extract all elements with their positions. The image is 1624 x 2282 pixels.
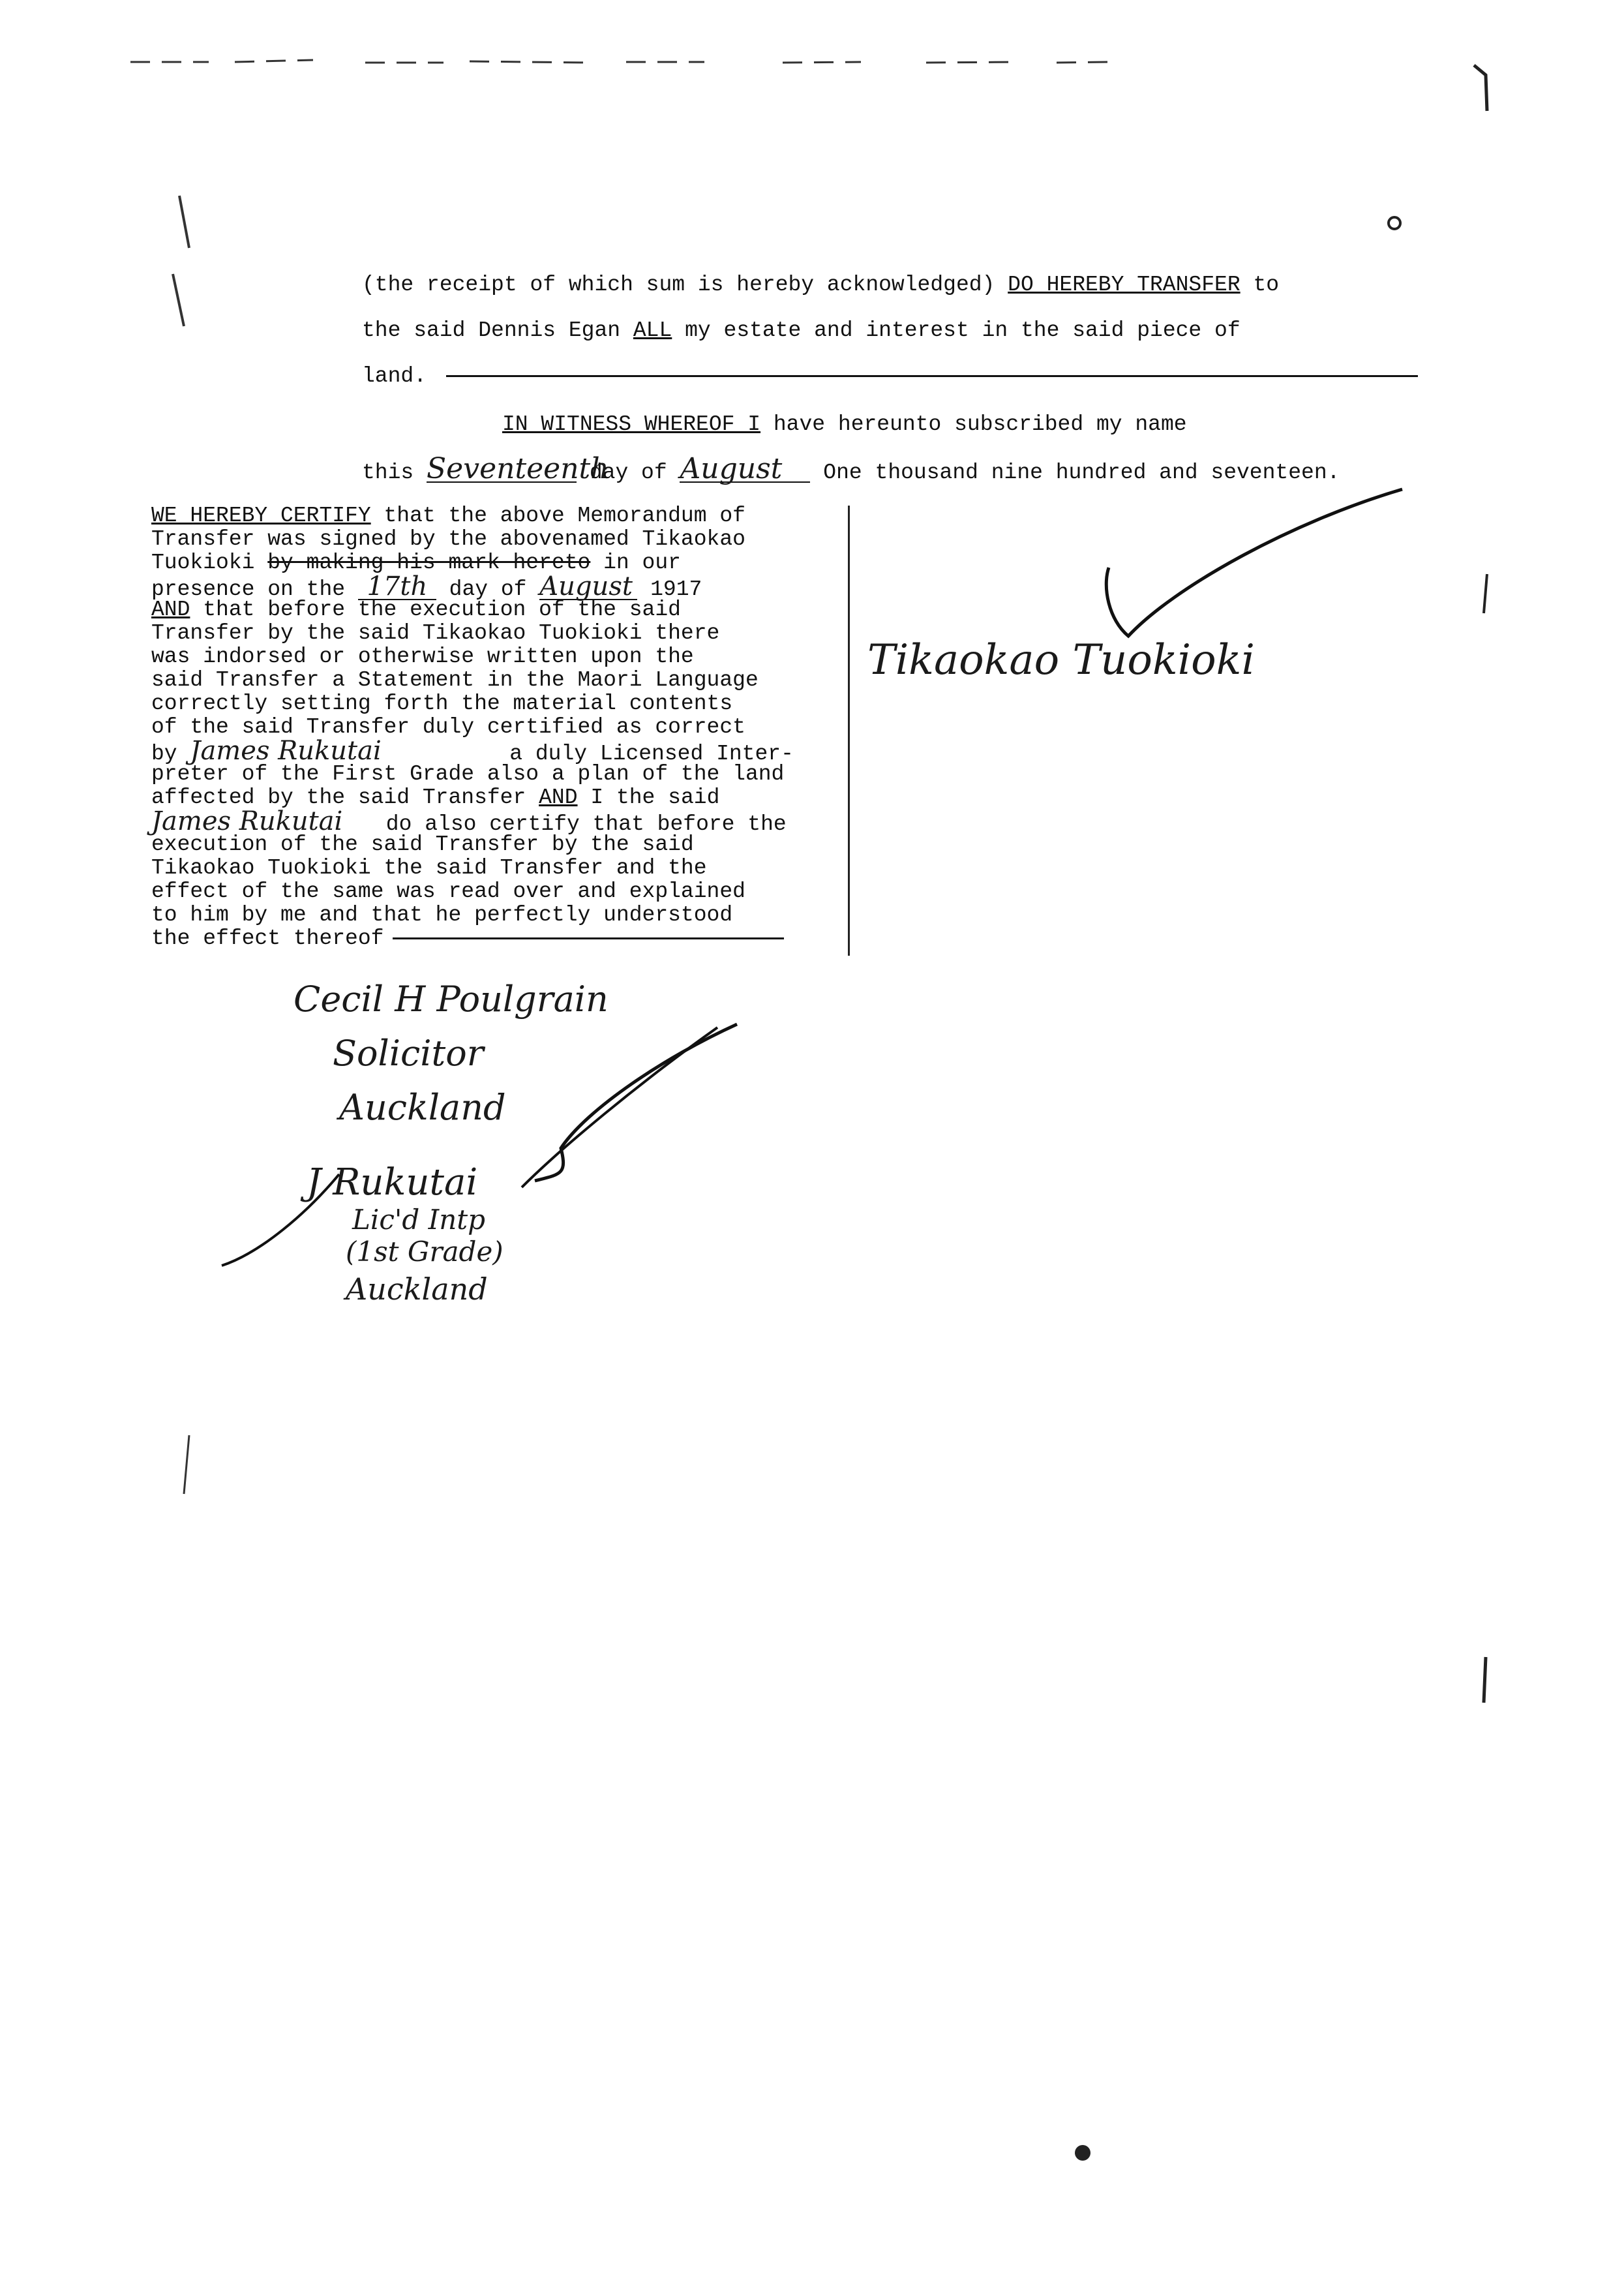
cert-text: I the said <box>577 785 720 810</box>
cert-text: Tikaokao Tuokioki the said Transfer and the <box>151 856 707 880</box>
fill-rule <box>446 375 1418 377</box>
cert-line <box>151 621 719 646</box>
handwritten-name: James Rukutai <box>151 806 343 836</box>
cert-line <box>151 762 784 787</box>
cert-text: preter of the First Grade also a plan of the land <box>151 762 785 786</box>
signature-grade: (1st Grade) <box>346 1236 504 1268</box>
transfer-text: my estate and interest in the said piece of <box>672 318 1241 342</box>
cert-text: to him by me and that he perfectly understood <box>151 903 733 927</box>
signature-text: Tikaokao Tuokioki <box>867 636 1255 684</box>
cert-line <box>151 504 745 528</box>
cert-line <box>151 856 707 881</box>
cert-text: correctly setting forth the material contents <box>151 692 733 716</box>
cert-text: of the said Transfer duly certified as correct <box>151 715 745 739</box>
cert-text: presence on the <box>151 577 358 601</box>
witness-line-2 <box>362 452 1340 485</box>
cert-text: 1917 <box>637 577 702 601</box>
cert-line <box>151 879 745 904</box>
fill-rule <box>393 937 784 939</box>
witness-emphasis: IN WITNESS WHEREOF I <box>502 412 761 436</box>
cert-text: execution of the said Transfer by the said <box>151 832 694 857</box>
cert-text: Tuokioki <box>151 551 268 575</box>
cert-text: by <box>151 742 190 766</box>
handwritten-day: 17th <box>358 574 436 600</box>
cert-text: do also certify that before the <box>373 812 787 836</box>
cert-text: a duly Licensed Inter- <box>496 742 794 766</box>
signature-title: Solicitor <box>333 1033 484 1074</box>
cert-text: Transfer was signed by the abovenamed Tikaokao <box>151 527 745 551</box>
witness2-signature <box>307 1161 504 1307</box>
cert-text: in our <box>590 551 681 575</box>
cert-line <box>151 598 681 622</box>
witness-text: have hereunto subscribed my name <box>760 412 1187 436</box>
signature-place: Auckland <box>346 1271 488 1307</box>
cert-text: said Transfer a Statement in the Maori Language <box>151 668 759 692</box>
cert-line <box>151 668 759 693</box>
transfer-emphasis: ALL <box>633 318 672 342</box>
cert-emphasis: WE HEREBY CERTIFY <box>151 504 371 528</box>
cert-text: the effect thereof <box>151 926 384 951</box>
handwritten-month: August <box>539 574 637 600</box>
cert-text: that the above Memorandum of <box>370 504 745 528</box>
transfer-line-2 <box>362 318 1241 343</box>
signature-title: Lic'd Intp <box>352 1204 486 1236</box>
transfer-text: (the receipt of which sum is hereby acknowledged) <box>362 273 1008 297</box>
cert-emphasis: AND <box>151 598 190 622</box>
cert-line <box>151 832 694 857</box>
witness-line-1 <box>502 412 1187 437</box>
witness1-signature <box>293 979 609 1128</box>
witness-text: this <box>362 461 414 485</box>
cert-text: was indorsed or otherwise written upon the <box>151 645 694 669</box>
cert-text: affected by the said Transfer <box>151 785 539 810</box>
transferor-signature <box>867 636 1255 684</box>
cert-text: day of <box>436 577 540 601</box>
transfer-text: the said Dennis Egan <box>362 318 633 342</box>
cert-emphasis: AND <box>539 785 578 810</box>
cert-line <box>151 527 745 552</box>
cert-line <box>151 645 694 669</box>
signature-place: Auckland <box>339 1087 506 1128</box>
transfer-text: to <box>1240 273 1280 297</box>
cert-line <box>151 903 732 928</box>
cert-text: effect of the same was read over and explained <box>151 879 745 904</box>
certificate-bracket <box>841 506 850 956</box>
handwritten-month: August <box>680 457 810 483</box>
cert-text: Transfer by the said Tikaokao Tuokioki there <box>151 621 720 645</box>
struck-text: by making his mark hereto <box>267 551 591 575</box>
cert-line <box>151 692 732 716</box>
transfer-line-3 <box>362 364 1418 389</box>
transfer-emphasis: DO HEREBY TRANSFER <box>1008 273 1241 297</box>
signature-name: Cecil H Poulgrain <box>293 979 609 1020</box>
cert-line <box>151 926 784 951</box>
handwritten-day: Seventeenth <box>427 452 609 485</box>
cert-text: that before the execution of the said <box>190 598 681 622</box>
witness-text: One thousand nine hundred and seventeen. <box>823 461 1340 485</box>
transfer-line-1 <box>362 273 1279 297</box>
handwritten-name: James Rukutai <box>190 736 382 766</box>
witness-text: day of <box>589 461 667 485</box>
transfer-text: land. <box>362 364 427 388</box>
signature-name: J Rukutai <box>307 1161 478 1204</box>
